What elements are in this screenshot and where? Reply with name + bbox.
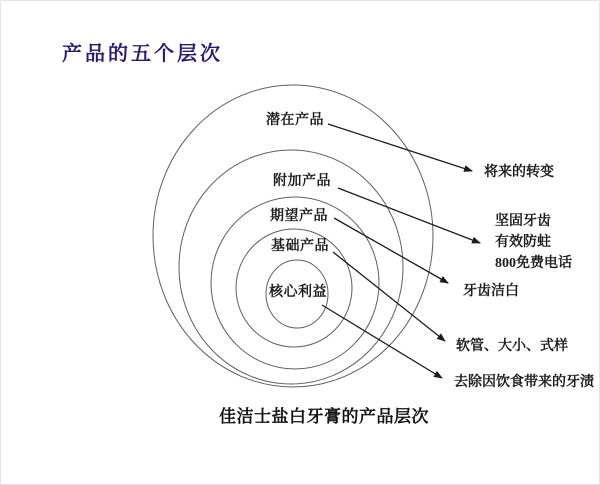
page-title: 产品的五个层次	[62, 43, 223, 65]
connector-core-to-stain	[322, 305, 442, 378]
diagram-caption: 佳洁士盐白牙膏的产品层次	[219, 407, 429, 426]
annotation-white-teeth: 牙齿洁白	[463, 284, 519, 299]
ellipse-potential-product	[153, 85, 433, 387]
level-label-potential-product: 潜在产品	[266, 113, 324, 128]
annotation-tube-size-style: 软管、大小、式样	[456, 339, 568, 354]
annotation-toll-free-phone: 800免费电话	[495, 256, 572, 271]
connector-augmented-to-benefits	[338, 188, 480, 243]
annotation-augmented-benefits	[495, 211, 572, 274]
level-label-expected-product: 期望产品	[270, 209, 328, 224]
connector-potential-to-future	[328, 124, 472, 171]
level-label-core-benefit: 核心利益	[269, 285, 327, 300]
annotation-cavity-prevention: 有效防蛀	[495, 235, 551, 250]
connector-expected-to-white	[334, 218, 448, 283]
connector-basic-to-tube	[333, 252, 445, 341]
annotation-strong-teeth: 坚固牙齿	[495, 214, 551, 229]
level-label-basic-product: 基础产品	[271, 239, 329, 254]
level-label-augmented-product: 附加产品	[273, 174, 331, 189]
annotation-remove-stains: 去除因饮食带来的牙渍	[454, 375, 594, 390]
annotation-future-change: 将来的转变	[484, 165, 554, 180]
